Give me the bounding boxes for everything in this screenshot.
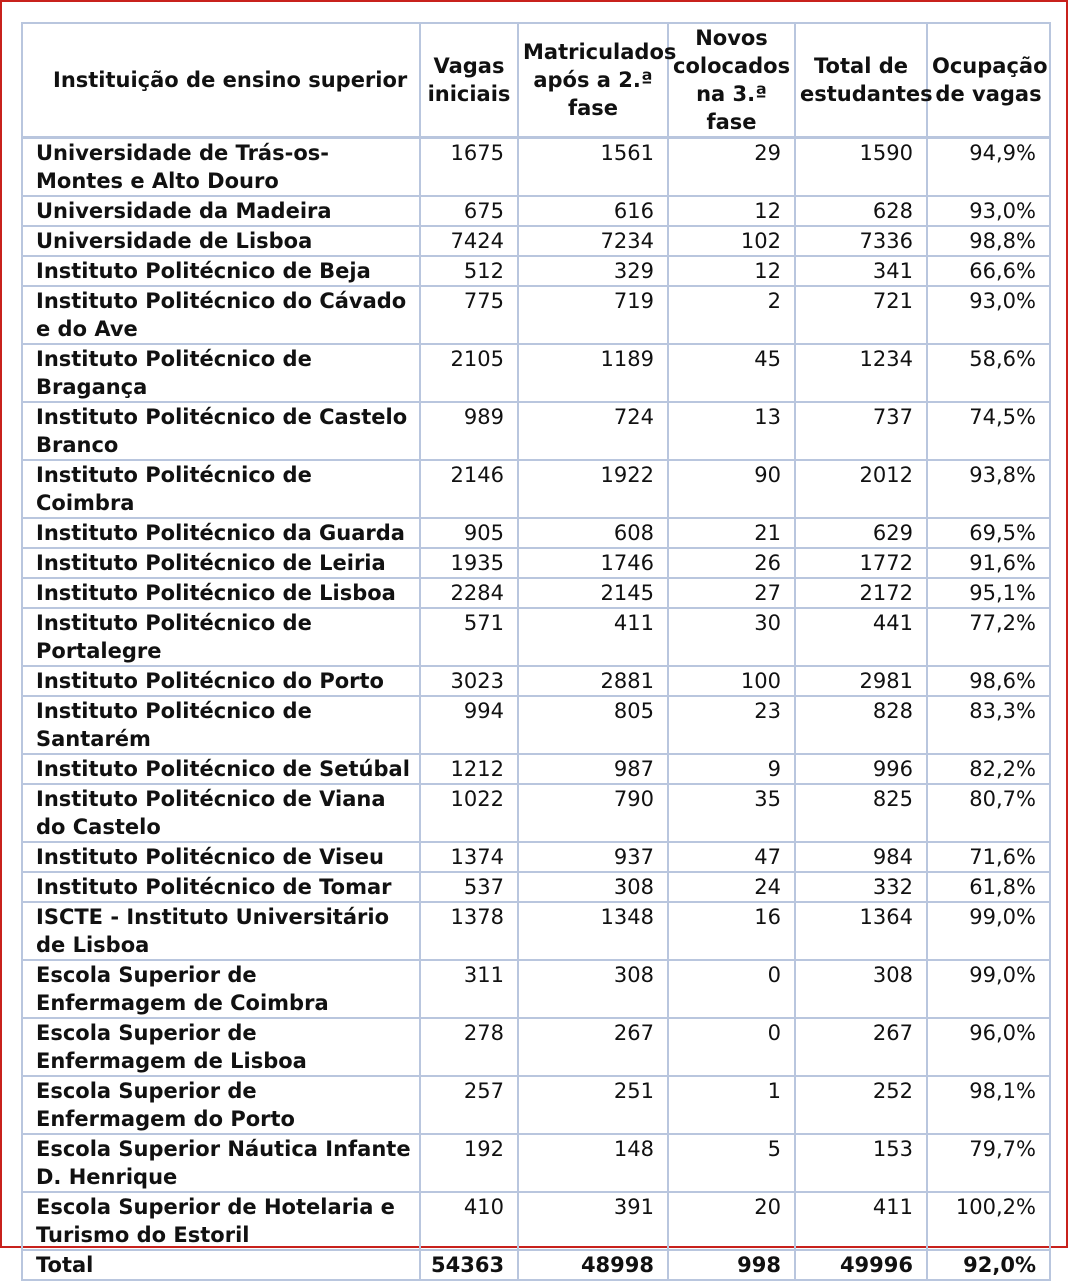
cell-occupancy: 91,6%	[927, 548, 1050, 578]
cell-occupancy: 74,5%	[927, 402, 1050, 460]
cell-new-placed: 13	[668, 402, 795, 460]
cell-initial-vacancies: 2146	[420, 460, 518, 518]
table-row	[22, 460, 1050, 518]
table-row	[22, 256, 1050, 286]
cell-total-students: 1772	[795, 548, 927, 578]
table-row	[22, 608, 1050, 666]
table-row	[22, 518, 1050, 548]
cell-institution: Universidade de Lisboa	[22, 226, 420, 256]
table-row	[22, 226, 1050, 256]
cell-enrolled: 805	[518, 696, 668, 754]
cell-enrolled: 1348	[518, 902, 668, 960]
cell-enrolled: 2881	[518, 666, 668, 696]
cell-occupancy: 96,0%	[927, 1018, 1050, 1076]
header-initial-vacancies: Vagas iniciais	[420, 23, 518, 138]
cell-initial-vacancies: 7424	[420, 226, 518, 256]
header-institution: Instituição de ensino superior	[22, 23, 420, 138]
cell-initial-vacancies: 994	[420, 696, 518, 754]
table-header	[22, 23, 1050, 138]
table-row	[22, 696, 1050, 754]
cell-occupancy: 66,6%	[927, 256, 1050, 286]
cell-initial-vacancies: 2284	[420, 578, 518, 608]
cell-total-students: 1590	[795, 138, 927, 197]
cell-occupancy: 71,6%	[927, 842, 1050, 872]
cell-enrolled: 2145	[518, 578, 668, 608]
cell-new-placed: 12	[668, 256, 795, 286]
cell-total-students: 2172	[795, 578, 927, 608]
cell-new-placed: 998	[668, 1250, 795, 1280]
table-row	[22, 666, 1050, 696]
cell-institution: Universidade da Madeira	[22, 196, 420, 226]
cell-institution: Universidade de Trás-os-Montes e Alto Douro	[22, 138, 420, 197]
header-total-students: Total de estudantes	[795, 23, 927, 138]
cell-enrolled: 724	[518, 402, 668, 460]
cell-new-placed: 21	[668, 518, 795, 548]
cell-initial-vacancies: 1675	[420, 138, 518, 197]
cell-occupancy: 69,5%	[927, 518, 1050, 548]
cell-total-students: 332	[795, 872, 927, 902]
cell-new-placed: 23	[668, 696, 795, 754]
cell-initial-vacancies: 410	[420, 1192, 518, 1250]
cell-institution: ISCTE - Instituto Universitário de Lisboa	[22, 902, 420, 960]
cell-total-students: 308	[795, 960, 927, 1018]
cell-occupancy: 98,6%	[927, 666, 1050, 696]
cell-new-placed: 47	[668, 842, 795, 872]
cell-institution: Escola Superior de Hotelaria e Turismo do Estoril	[22, 1192, 420, 1250]
cell-total-students: 153	[795, 1134, 927, 1192]
cell-institution: Instituto Politécnico do Porto	[22, 666, 420, 696]
cell-initial-vacancies: 537	[420, 872, 518, 902]
cell-new-placed: 2	[668, 286, 795, 344]
cell-occupancy: 79,7%	[927, 1134, 1050, 1192]
cell-institution: Total	[22, 1250, 420, 1280]
cell-new-placed: 30	[668, 608, 795, 666]
cell-new-placed: 24	[668, 872, 795, 902]
cell-initial-vacancies: 1374	[420, 842, 518, 872]
cell-new-placed: 16	[668, 902, 795, 960]
cell-new-placed: 20	[668, 1192, 795, 1250]
cell-new-placed: 26	[668, 548, 795, 578]
table-row	[22, 1076, 1050, 1134]
cell-enrolled: 7234	[518, 226, 668, 256]
cell-new-placed: 35	[668, 784, 795, 842]
cell-total-students: 441	[795, 608, 927, 666]
cell-new-placed: 9	[668, 754, 795, 784]
table-row	[22, 1018, 1050, 1076]
cell-occupancy: 93,0%	[927, 286, 1050, 344]
cell-total-students: 267	[795, 1018, 927, 1076]
table-row	[22, 1192, 1050, 1250]
cell-institution: Instituto Politécnico de Santarém	[22, 696, 420, 754]
cell-institution: Instituto Politécnico de Coimbra	[22, 460, 420, 518]
cell-occupancy: 95,1%	[927, 578, 1050, 608]
table-row	[22, 402, 1050, 460]
cell-new-placed: 29	[668, 138, 795, 197]
cell-initial-vacancies: 257	[420, 1076, 518, 1134]
table-row	[22, 842, 1050, 872]
cell-occupancy: 100,2%	[927, 1192, 1050, 1250]
cell-new-placed: 12	[668, 196, 795, 226]
cell-enrolled: 308	[518, 872, 668, 902]
cell-occupancy: 93,0%	[927, 196, 1050, 226]
table-body	[22, 138, 1050, 1281]
header-occupancy: Ocupação de vagas	[927, 23, 1050, 138]
cell-initial-vacancies: 311	[420, 960, 518, 1018]
cell-enrolled: 937	[518, 842, 668, 872]
cell-enrolled: 251	[518, 1076, 668, 1134]
cell-institution: Escola Superior Náutica Infante D. Henrique	[22, 1134, 420, 1192]
cell-occupancy: 80,7%	[927, 784, 1050, 842]
cell-new-placed: 0	[668, 1018, 795, 1076]
header-row	[22, 23, 1050, 138]
cell-initial-vacancies: 675	[420, 196, 518, 226]
cell-initial-vacancies: 1022	[420, 784, 518, 842]
cell-institution: Instituto Politécnico de Portalegre	[22, 608, 420, 666]
cell-occupancy: 92,0%	[927, 1250, 1050, 1280]
table-row	[22, 286, 1050, 344]
cell-enrolled: 790	[518, 784, 668, 842]
table-row	[22, 872, 1050, 902]
cell-total-students: 1364	[795, 902, 927, 960]
cell-total-students: 2981	[795, 666, 927, 696]
cell-total-students: 1234	[795, 344, 927, 402]
cell-occupancy: 58,6%	[927, 344, 1050, 402]
cell-enrolled: 719	[518, 286, 668, 344]
header-enrolled-after-2nd-phase: Matriculados após a 2.ª fase	[518, 23, 668, 138]
cell-institution: Instituto Politécnico de Setúbal	[22, 754, 420, 784]
cell-total-students: 721	[795, 286, 927, 344]
cell-institution: Instituto Politécnico de Viana do Castelo	[22, 784, 420, 842]
cell-occupancy: 99,0%	[927, 960, 1050, 1018]
table-row	[22, 902, 1050, 960]
cell-occupancy: 61,8%	[927, 872, 1050, 902]
cell-institution: Instituto Politécnico de Lisboa	[22, 578, 420, 608]
cell-enrolled: 411	[518, 608, 668, 666]
cell-enrolled: 267	[518, 1018, 668, 1076]
cell-total-students: 49996	[795, 1250, 927, 1280]
cell-occupancy: 93,8%	[927, 460, 1050, 518]
cell-enrolled: 148	[518, 1134, 668, 1192]
cell-enrolled: 329	[518, 256, 668, 286]
cell-institution: Instituto Politécnico de Beja	[22, 256, 420, 286]
table-row	[22, 344, 1050, 402]
cell-initial-vacancies: 905	[420, 518, 518, 548]
table-row	[22, 784, 1050, 842]
table-row	[22, 960, 1050, 1018]
cell-institution: Escola Superior de Enfermagem de Coimbra	[22, 960, 420, 1018]
cell-initial-vacancies: 278	[420, 1018, 518, 1076]
cell-enrolled: 1922	[518, 460, 668, 518]
cell-institution: Instituto Politécnico de Viseu	[22, 842, 420, 872]
cell-occupancy: 83,3%	[927, 696, 1050, 754]
cell-total-students: 828	[795, 696, 927, 754]
cell-new-placed: 102	[668, 226, 795, 256]
cell-institution: Escola Superior de Enfermagem do Porto	[22, 1076, 420, 1134]
cell-new-placed: 100	[668, 666, 795, 696]
cell-total-students: 984	[795, 842, 927, 872]
cell-initial-vacancies: 1378	[420, 902, 518, 960]
cell-total-students: 252	[795, 1076, 927, 1134]
cell-occupancy: 77,2%	[927, 608, 1050, 666]
cell-enrolled: 1189	[518, 344, 668, 402]
table-row	[22, 754, 1050, 784]
cell-institution: Instituto Politécnico de Leiria	[22, 548, 420, 578]
cell-enrolled: 1746	[518, 548, 668, 578]
cell-institution: Instituto Politécnico de Tomar	[22, 872, 420, 902]
cell-total-students: 825	[795, 784, 927, 842]
cell-initial-vacancies: 2105	[420, 344, 518, 402]
cell-initial-vacancies: 989	[420, 402, 518, 460]
cell-total-students: 341	[795, 256, 927, 286]
cell-total-students: 411	[795, 1192, 927, 1250]
enrollment-table	[21, 22, 1051, 1281]
cell-enrolled: 308	[518, 960, 668, 1018]
cell-initial-vacancies: 192	[420, 1134, 518, 1192]
cell-total-students: 7336	[795, 226, 927, 256]
cell-initial-vacancies: 1212	[420, 754, 518, 784]
table-row	[22, 196, 1050, 226]
cell-total-students: 628	[795, 196, 927, 226]
cell-initial-vacancies: 3023	[420, 666, 518, 696]
cell-new-placed: 0	[668, 960, 795, 1018]
cell-new-placed: 1	[668, 1076, 795, 1134]
cell-enrolled: 608	[518, 518, 668, 548]
cell-total-students: 2012	[795, 460, 927, 518]
table-row	[22, 138, 1050, 197]
cell-initial-vacancies: 1935	[420, 548, 518, 578]
cell-occupancy: 99,0%	[927, 902, 1050, 960]
cell-institution: Instituto Politécnico da Guarda	[22, 518, 420, 548]
cell-total-students: 996	[795, 754, 927, 784]
cell-total-students: 629	[795, 518, 927, 548]
cell-institution: Escola Superior de Enfermagem de Lisboa	[22, 1018, 420, 1076]
table-row	[22, 548, 1050, 578]
cell-institution: Instituto Politécnico de Bragança	[22, 344, 420, 402]
header-new-placed-3rd-phase: Novos colocados na 3.ª fase	[668, 23, 795, 138]
table-row	[22, 578, 1050, 608]
cell-occupancy: 98,1%	[927, 1076, 1050, 1134]
total-row	[22, 1250, 1050, 1280]
cell-enrolled: 616	[518, 196, 668, 226]
cell-total-students: 737	[795, 402, 927, 460]
cell-new-placed: 5	[668, 1134, 795, 1192]
cell-initial-vacancies: 775	[420, 286, 518, 344]
cell-occupancy: 98,8%	[927, 226, 1050, 256]
cell-enrolled: 1561	[518, 138, 668, 197]
cell-enrolled: 48998	[518, 1250, 668, 1280]
cell-initial-vacancies: 512	[420, 256, 518, 286]
cell-new-placed: 45	[668, 344, 795, 402]
cell-institution: Instituto Politécnico de Castelo Branco	[22, 402, 420, 460]
cell-initial-vacancies: 571	[420, 608, 518, 666]
cell-institution: Instituto Politécnico do Cávado e do Ave	[22, 286, 420, 344]
cell-occupancy: 82,2%	[927, 754, 1050, 784]
cell-new-placed: 27	[668, 578, 795, 608]
cell-occupancy: 94,9%	[927, 138, 1050, 197]
cell-new-placed: 90	[668, 460, 795, 518]
cell-initial-vacancies: 54363	[420, 1250, 518, 1280]
table-row	[22, 1134, 1050, 1192]
cell-enrolled: 987	[518, 754, 668, 784]
cell-enrolled: 391	[518, 1192, 668, 1250]
